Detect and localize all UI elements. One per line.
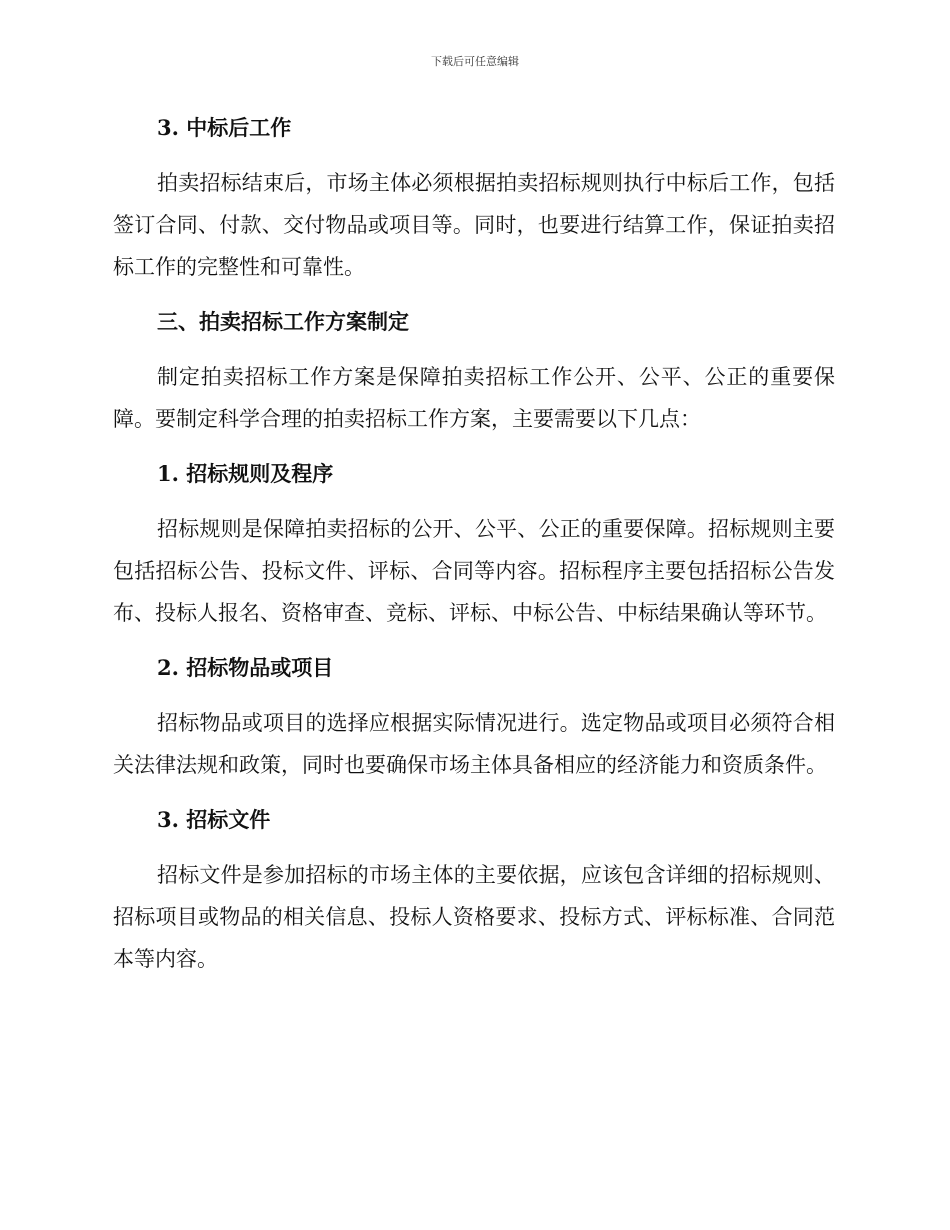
section-heading: 3. 招标文件: [157, 807, 271, 832]
section-heading: 3. 中标后工作: [157, 115, 292, 140]
section-paragraph: 制定拍卖招标工作方案是保障拍卖招标工作公开、公平、公正的重要保障。要制定科学合理的拍卖招标工作方案，主要需要以下几点：: [113, 365, 835, 431]
page-header-note: 下载后可任意编辑: [431, 55, 519, 68]
section-paragraph: 招标物品或项目的选择应根据实际情况进行。选定物品或项目必须符合相关法律法规和政策，同时也要确保市场主体具备相应的经济能力和资质条件。: [113, 711, 835, 777]
section-paragraph: 招标文件是参加招标的市场主体的主要依据，应该包含详细的招标规则、招标项目或物品的相关信息、投标人资格要求、投标方式、评标标准、合同范本等内容。: [113, 863, 835, 971]
section-heading: 2. 招标物品或项目: [157, 655, 334, 680]
document-body: [113, 108, 835, 980]
section-heading: 1. 招标规则及程序: [157, 461, 334, 486]
section-paragraph: 招标规则是保障拍卖招标的公开、公平、公正的重要保障。招标规则主要包括招标公告、投标文件、评标、合同等内容。招标程序主要包括招标公告发布、投标人报名、资格审查、竞标、评标、中标公告、中标结果确认等环节。: [113, 517, 835, 625]
section-paragraph: 拍卖招标结束后，市场主体必须根据拍卖招标规则执行中标后工作，包括签订合同、付款、交付物品或项目等。同时，也要进行结算工作，保证拍卖招标工作的完整性和可靠性。: [113, 171, 835, 279]
section-heading: 三、拍卖招标工作方案制定: [157, 309, 409, 334]
